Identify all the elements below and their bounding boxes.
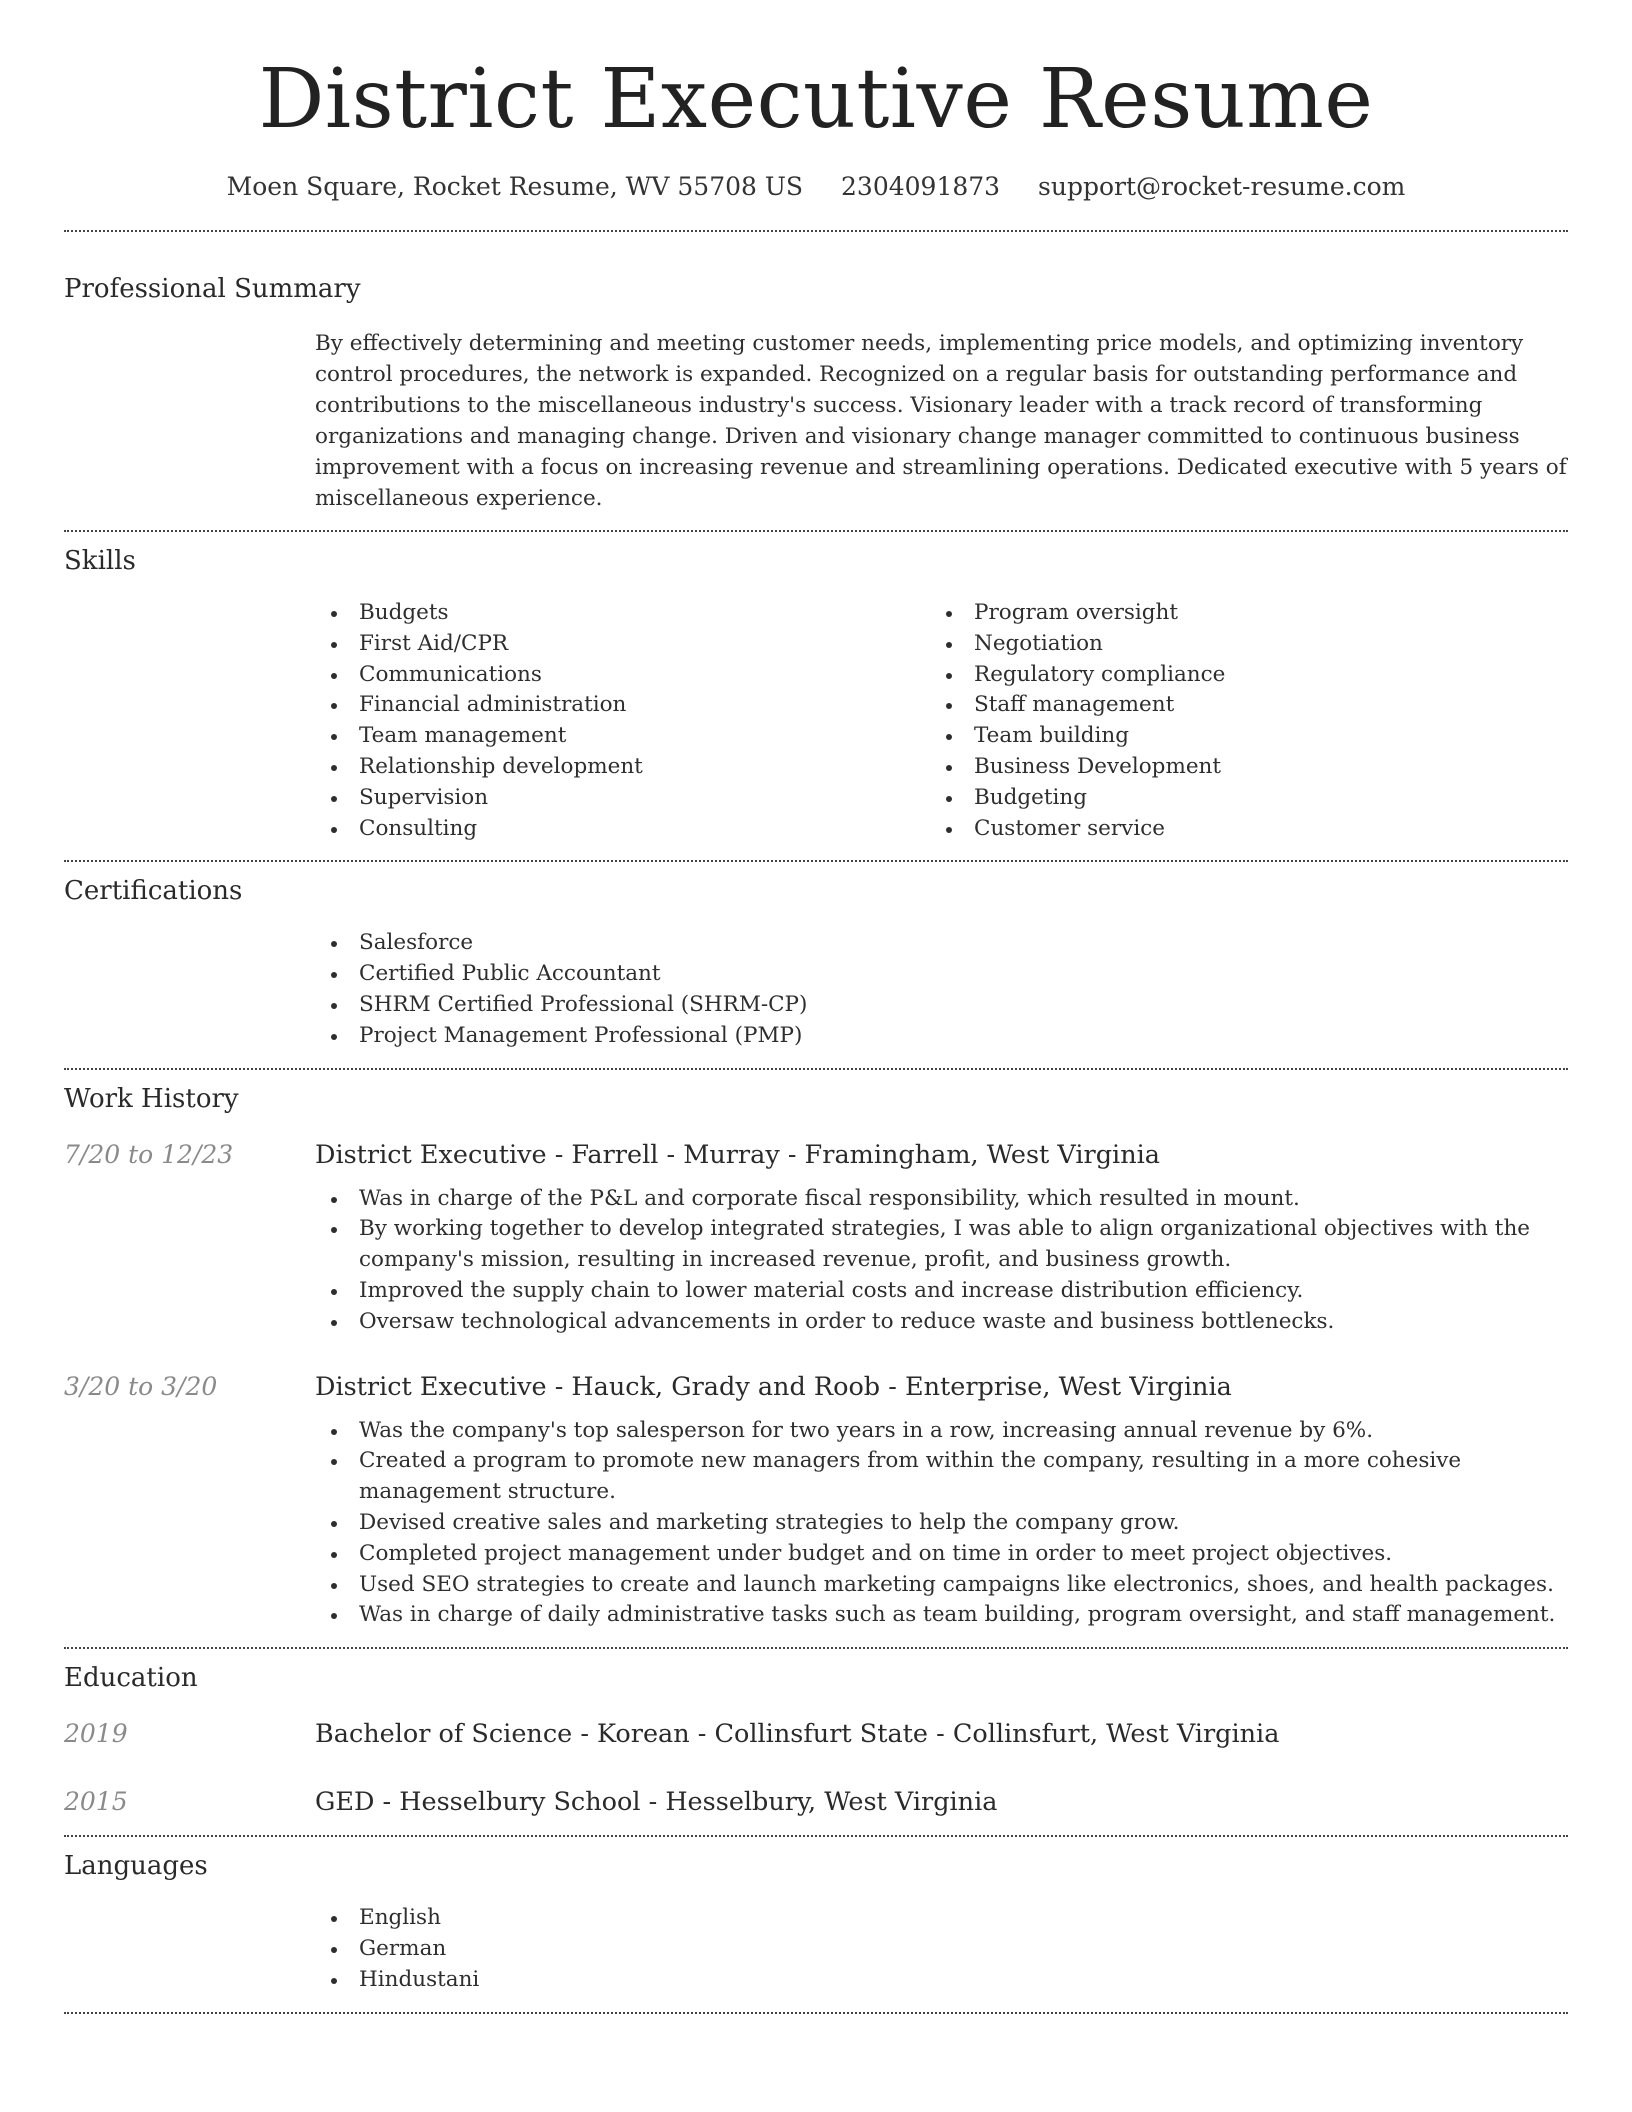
skill-item: Regulatory compliance xyxy=(930,660,1545,691)
job-bullet: Used SEO strategies to create and launch marketing campaigns like electronics, shoes, and health packages. xyxy=(315,1570,1568,1601)
languages-section xyxy=(64,1849,1568,1995)
skill-item: Customer service xyxy=(930,814,1545,845)
skill-item: Relationship development xyxy=(315,752,930,783)
divider xyxy=(64,860,1568,862)
skill-item: Budgeting xyxy=(930,783,1545,814)
skill-item: Staff management xyxy=(930,690,1545,721)
divider xyxy=(64,530,1568,532)
skill-item: Business Development xyxy=(930,752,1545,783)
resume-title: District Executive Resume xyxy=(258,52,1374,147)
education-entry xyxy=(64,1717,1568,1751)
skills-section xyxy=(64,544,1568,844)
language-item: English xyxy=(315,1903,1568,1934)
job-bullet: Created a program to promote new managers from within the company, resulting in a more cohesive management structure. xyxy=(315,1446,1568,1508)
skill-item: Financial administration xyxy=(315,690,930,721)
divider xyxy=(64,1647,1568,1649)
certification-item: SHRM Certified Professional (SHRM-CP) xyxy=(315,990,1568,1021)
certifications-section xyxy=(64,874,1568,1051)
work-heading: Work History xyxy=(64,1083,239,1114)
job-bullets xyxy=(315,1416,1568,1632)
language-item: German xyxy=(315,1934,1568,1965)
skill-item: Team management xyxy=(315,721,930,752)
skill-item: Team building xyxy=(930,721,1545,752)
skill-item: Program oversight xyxy=(930,598,1545,629)
education-year: 2019 xyxy=(64,1719,128,1749)
skill-item: Budgets xyxy=(315,598,930,629)
resume-page xyxy=(64,0,1568,2014)
job-bullet: Was in charge of daily administrative tasks such as team building, program oversight, and staff management. xyxy=(315,1600,1568,1631)
job-bullet: Completed project management under budget and on time in order to meet project objectives. xyxy=(315,1539,1568,1570)
job-bullet: Oversaw technological advancements in order to reduce waste and business bottlenecks. xyxy=(315,1307,1568,1338)
certification-item: Project Management Professional (PMP) xyxy=(315,1021,1568,1052)
contact-email: support@rocket-resume.com xyxy=(1038,172,1406,201)
divider xyxy=(64,2012,1568,2014)
job-bullet: Was in charge of the P&L and corporate fiscal responsibility, which resulted in mount. xyxy=(315,1184,1568,1215)
job-entry xyxy=(64,1138,1568,1338)
certifications-heading: Certifications xyxy=(64,876,243,907)
certifications-list xyxy=(315,928,1568,1051)
summary-section xyxy=(64,272,1568,514)
education-title: Bachelor of Science - Korean - Collinsfurt State - Collinsfurt, West Virginia xyxy=(315,1719,1280,1750)
skill-item: Consulting xyxy=(315,814,930,845)
job-bullet: Devised creative sales and marketing strategies to help the company grow. xyxy=(315,1508,1568,1539)
work-section xyxy=(64,1082,1568,1632)
contact-line xyxy=(64,170,1568,204)
education-entry xyxy=(64,1785,1568,1819)
contact-phone: 2304091873 xyxy=(841,172,1001,201)
job-entry xyxy=(64,1370,1568,1632)
education-heading: Education xyxy=(64,1663,198,1694)
job-title: District Executive - Hauck, Grady and Roob - Enterprise, West Virginia xyxy=(315,1371,1232,1402)
education-section xyxy=(64,1661,1568,1819)
language-item: Hindustani xyxy=(315,1965,1568,1996)
skills-heading: Skills xyxy=(64,546,136,576)
languages-heading: Languages xyxy=(64,1851,208,1882)
skills-list-left xyxy=(315,598,930,844)
skill-item: Negotiation xyxy=(930,629,1545,660)
job-bullet: By working together to develop integrated strategies, I was able to align organizational objectives with the company's mission, resulting in increased revenue, profit, and business growth. xyxy=(315,1214,1568,1276)
languages-list xyxy=(315,1903,1568,1995)
divider xyxy=(64,230,1568,232)
job-bullet: Was the company's top salesperson for two years in a row, increasing annual revenue by 6%. xyxy=(315,1416,1568,1447)
divider xyxy=(64,1835,1568,1837)
job-title: District Executive - Farrell - Murray - Framingham, West Virginia xyxy=(315,1139,1160,1170)
job-bullets xyxy=(315,1184,1568,1338)
skill-item: First Aid/CPR xyxy=(315,629,930,660)
skill-item: Communications xyxy=(315,660,930,691)
contact-address: Moen Square, Rocket Resume, WV 55708 US xyxy=(226,172,804,201)
certification-item: Certified Public Accountant xyxy=(315,959,1568,990)
summary-heading: Professional Summary xyxy=(64,274,361,304)
education-year: 2015 xyxy=(64,1787,128,1817)
skill-item: Supervision xyxy=(315,783,930,814)
divider xyxy=(64,1068,1568,1070)
skills-list-right xyxy=(930,598,1545,844)
certification-item: Salesforce xyxy=(315,928,1568,959)
education-title: GED - Hesselbury School - Hesselbury, West Virginia xyxy=(315,1787,998,1818)
job-dates: 3/20 to 3/20 xyxy=(64,1371,218,1401)
job-dates: 7/20 to 12/23 xyxy=(64,1139,234,1169)
job-bullet: Improved the supply chain to lower material costs and increase distribution efficiency. xyxy=(315,1276,1568,1307)
summary-text: By effectively determining and meeting customer needs, implementing price models, and optimizing inventory control procedures, the network is expanded. Recognized on a regular basis for outstanding performance and contributions to the miscellaneous industry's success. Visionary leader with a track record of transforming organizations and managing change. Driven and visionary change manager committed to continuous business improvement with a focus on increasing revenue and streamlining operations. Dedicated executive with 5 years of miscellaneous experience. xyxy=(315,331,1567,511)
